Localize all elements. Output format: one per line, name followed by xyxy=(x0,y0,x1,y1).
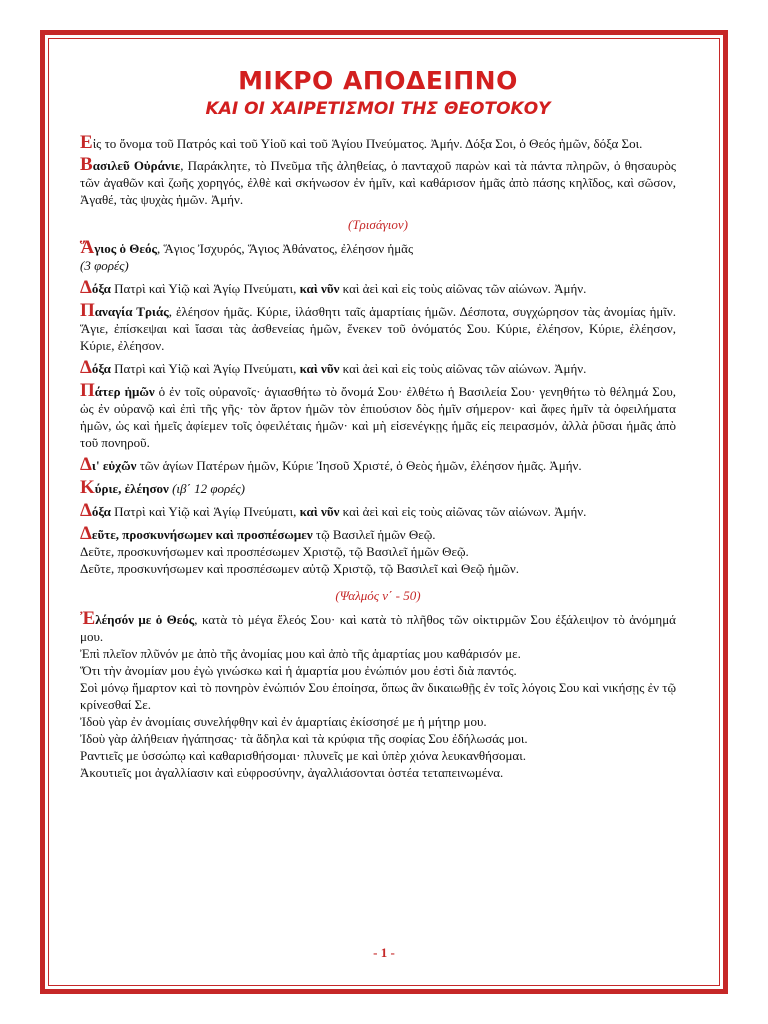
rubric-psalm-50: (Ψαλμός ν΄ - 50) xyxy=(335,588,421,603)
bold-phrase: καὶ νῦν xyxy=(299,281,340,296)
incipit: όξα xyxy=(91,361,111,376)
paragraph-text: καὶ ἀεὶ καὶ εἰς τοὺς αἰῶνας τῶν αἰώνων. Ἀμήν. xyxy=(339,361,587,376)
paragraph-our-father xyxy=(80,382,676,451)
drop-capital: Δ xyxy=(80,454,92,475)
psalm-verse: Ἰδοὺ γὰρ ἐν ἀνομίαις συνελήφθην καὶ ἐν ἁμαρτίαις ἐκίσσησέ με ἡ μήτηρ μου. xyxy=(80,714,487,729)
document-subtitle: ΚΑΙ ΟΙ ΧΑΙΡΕΤΙΣΜΟΙ ΤΗΣ ΘΕΟΤΟΚΟΥ xyxy=(205,99,551,119)
paragraph-trisagion xyxy=(80,239,676,274)
paragraph-text: καὶ ἀεὶ καὶ εἰς τοὺς αἰῶνας τῶν αἰώνων. Ἀμήν. xyxy=(339,504,587,519)
drop-capital: Ἐ xyxy=(80,608,96,629)
incipit: ύριε, ἐλέησον xyxy=(94,481,169,496)
incipit: γιος ὁ Θεός xyxy=(94,241,157,256)
paragraph-glory-1 xyxy=(80,279,676,297)
paragraph-prayers-fathers xyxy=(80,456,676,474)
paragraph-text: , Ἅγιος Ἰσχυρός, Ἅγιος Ἀθάνατος, ἐλέησον ἡμᾶς xyxy=(156,241,414,256)
paragraph-glory-2 xyxy=(80,359,676,377)
incipit: λέησόν με ὁ Θεός xyxy=(95,612,195,627)
paragraph-text: καὶ ἀεὶ καὶ εἰς τοὺς αἰῶνας τῶν αἰώνων. Ἀμήν. xyxy=(339,281,587,296)
paragraph-text: ὁ ἐν τοῖς οὐρανοῖς· ἁγιασθήτω τὸ ὄνομά Σου· ἐλθέτω ἡ Βασιλεία Σου· γενηθήτω τὸ θέλημά Σου, ὡς ἐν οὐρανῷ καὶ ἐπὶ τῆς γῆς· τὸν ἄρτον ἡμῶν τὸν ἐπιούσιον δὸς ἡμῖν σήμερον· καὶ ἄφες ἡμῖν τὰ ὀφειλήματα ἡμῶν, ὡς καὶ ἡμεῖς ἀφίεμεν τοῖς ὀφειλέταις ἡμῶν· καὶ μὴ εἰσενέγκῃς ἡμᾶς εἰς πειρασμόν, ἀλλὰ ῥῦσαι ἡμᾶς ἀπὸ τοῦ πονηροῦ. xyxy=(80,384,677,450)
drop-capital: Κ xyxy=(80,477,95,498)
document-title: ΜΙΚΡΟ ΑΠΟΔΕΙΠΝΟ xyxy=(238,66,518,95)
rubric-trisagion: (Τρισάγιον) xyxy=(348,217,408,232)
paragraph-text: Πατρὶ καὶ Υἱῷ καὶ Ἁγίῳ Πνεύματι, xyxy=(110,281,300,296)
psalm-verse: Ἰδοὺ γὰρ ἀλήθειαν ἠγάπησας· τὰ ἄδηλα καὶ τὰ κρύφια τῆς σοφίας Σου ἐδήλωσάς μοι. xyxy=(80,731,528,746)
paragraph-text: ἰς το ὄνομα τοῦ Πατρός καὶ τοῦ Υἱοῦ καὶ τοῦ Ἁγίου Πνεύματος. Ἀμήν. Δόξα Σοι, ὁ Θεός ἡμῶν, δόξα Σοι. xyxy=(92,136,643,151)
bold-phrase: καὶ νῦν xyxy=(299,504,340,519)
page-number: - 1 - xyxy=(373,945,395,960)
paragraph-text: , κατὰ τὸ μέγα ἔλεός Σου· καὶ κατὰ τὸ πλῆθος τῶν οἰκτιρμῶν Σου ἐξάλειψον τὸ ἀνόμημά μου. xyxy=(80,612,676,644)
incipit: όξα xyxy=(91,281,111,296)
paragraph-holy-trinity xyxy=(80,302,676,354)
paragraph-heavenly-king xyxy=(80,156,676,208)
paragraph-glory-3 xyxy=(80,502,676,520)
psalm-verse: Ἐπὶ πλεῖον πλῦνόν με ἀπὸ τῆς ἀνομίας μου καὶ ἀπὸ τῆς ἁμαρτίας μου καθάρισόν με. xyxy=(80,646,521,661)
drop-capital: Π xyxy=(80,380,95,401)
paragraph-line: Δεῦτε, προσκυνήσωμεν καὶ προσπέσωμεν αὐτῷ Χριστῷ, τῷ Βασιλεῖ καὶ Θεῷ ἡμῶν. xyxy=(80,561,520,576)
incipit: εῦτε, προσκυνήσωμεν καὶ προσπέσωμεν xyxy=(91,527,313,542)
paragraph-come-worship xyxy=(80,525,676,577)
drop-capital: Β xyxy=(80,154,93,175)
paragraph-text: Πατρὶ καὶ Υἱῷ καὶ Ἁγίῳ Πνεύματι, xyxy=(110,504,300,519)
paragraph-text: , ἐλέησον ἡμᾶς. Κύριε, ἱλάσθητι ταῖς ἁμαρτίαις ἡμῶν. Δέσποτα, συγχώρησον τὰς ἀνομίας ἡμῖν. Ἅγιε, ἐπίσκεψαι καὶ ἴασαι τὰς ἀσθενείας ἡμῶν, ἕνεκεν τοῦ ὀνόματός Σου. Κύριε, ἐλέησον, Κύριε, ἐλέησον, Κύριε, ἐλέησον. xyxy=(80,304,676,353)
paragraph-text: τῷ Βασιλεῖ ἡμῶν Θεῷ. xyxy=(312,527,436,542)
drop-capital: Ε xyxy=(80,132,93,153)
drop-capital: Δ xyxy=(80,500,92,521)
drop-capital: Δ xyxy=(80,277,92,298)
drop-capital: Δ xyxy=(80,357,92,378)
document-body xyxy=(80,66,676,781)
paragraph-kyrie xyxy=(80,479,676,497)
paragraph-text: , Παράκλητε, τὸ Πνεῦμα τῆς ἀληθείας, ὁ πανταχοῦ παρὼν καὶ τὰ πάντα πληρῶν, ὁ θησαυρὸς τῶν ἀγαθῶν καὶ ζωῆς χορηγός, ἐλθὲ καὶ σκήνωσον ἐν ἡμῖν, καὶ καθάρισον ἡμᾶς ἀπὸ πάσης κηλῖδος, καὶ σῶσον, Ἀγαθέ, τὰς ψυχὰς ἡμῶν. Ἀμήν. xyxy=(80,158,676,207)
bold-phrase: καὶ νῦν xyxy=(299,361,340,376)
psalm-verse: Ὅτι τὴν ἀνομίαν μου ἐγὼ γινώσκω καὶ ἡ ἁμαρτία μου ἐνώπιόν μου ἐστὶ διὰ παντός. xyxy=(80,663,517,678)
incipit: άτερ ἡμῶν xyxy=(94,384,155,399)
paragraph-line: Δεῦτε, προσκυνήσωμεν καὶ προσπέσωμεν Χριστῷ, τῷ Βασιλεῖ ἡμῶν Θεῷ. xyxy=(80,544,469,559)
drop-capital: Π xyxy=(80,300,95,321)
drop-capital: Δ xyxy=(80,523,92,544)
paragraph-text: Πατρὶ καὶ Υἱῷ καὶ Ἁγίῳ Πνεύματι, xyxy=(110,361,300,376)
incipit: ι' εὐχῶν xyxy=(91,458,137,473)
psalm-verse: Ἀκουτιεῖς μοι ἀγαλλίασιν καὶ εὐφροσύνην, ἀγαλλιάσονται ὀστέα τεταπεινωμένα. xyxy=(80,765,504,780)
psalm-verse: Σοὶ μόνῳ ἥμαρτον καὶ τὸ πονηρὸν ἐνώπιόν Σου ἐποίησα, ὅπως ἂν δικαιωθῇς ἐν τοῖς λόγοις Σου καὶ νικήσῃς ἐν τῷ κρίνεσθαί Σε. xyxy=(80,680,676,712)
incipit: αναγία Τριάς xyxy=(94,304,169,319)
paragraph-psalm-50 xyxy=(80,610,676,781)
incipit: όξα xyxy=(91,504,111,519)
psalm-verse: Ραντιεῖς με ὑσσώπῳ καὶ καθαρισθήσομαι· πλυνεῖς με καὶ ὑπὲρ χιόνα λευκανθήσομαι. xyxy=(80,748,526,763)
repeat-note: (3 φορές) xyxy=(80,258,129,273)
repeat-note: (ιβ΄ 12 φορές) xyxy=(168,481,245,496)
paragraph-text: τῶν ἁγίων Πατέρων ἡμῶν, Κύριε Ἰησοῦ Χριστέ, ὁ Θεὸς ἡμῶν, ἐλέησον ἡμᾶς. Ἀμήν. xyxy=(136,458,582,473)
drop-capital: Ἅ xyxy=(80,237,95,258)
incipit: ασιλεῦ Οὐράνιε xyxy=(92,158,181,173)
paragraph-invocation xyxy=(80,134,676,152)
